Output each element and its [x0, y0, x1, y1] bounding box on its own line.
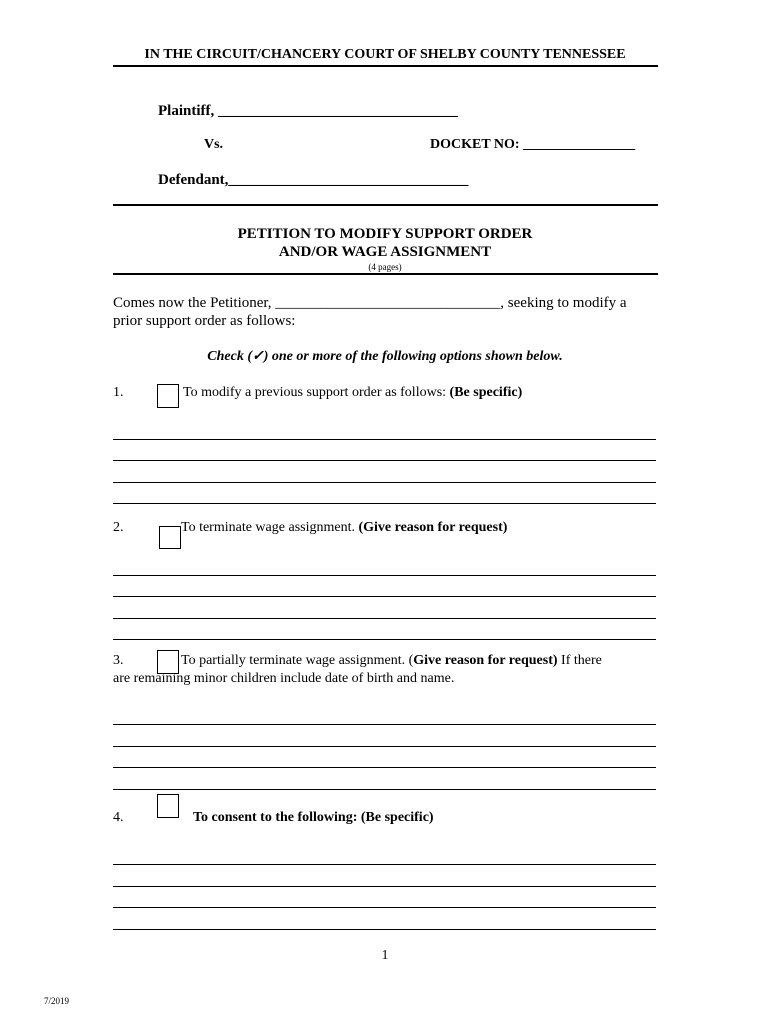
option-1-answer-line[interactable] [113, 439, 656, 440]
option-2-answer-line[interactable] [113, 618, 656, 619]
parties-rule [113, 204, 658, 206]
option-2-answer-line[interactable] [113, 596, 656, 597]
option-4-number: 4. [113, 810, 124, 825]
intro-line2: prior support order as follows: [113, 313, 296, 329]
option-1-label: To modify a previous support order as follows: [183, 385, 450, 400]
option-4-checkbox[interactable] [157, 794, 179, 818]
option-2-number: 2. [113, 520, 124, 535]
docket-number-field[interactable]: DOCKET NO: ________________ [430, 137, 636, 152]
option-3-number: 3. [113, 653, 124, 668]
option-3-answer-line[interactable] [113, 746, 656, 747]
option-3-text [181, 653, 602, 669]
option-2-answer-line[interactable] [113, 575, 656, 576]
pages-note: (4 pages) [368, 262, 402, 272]
option-1-answer-line[interactable] [113, 482, 656, 483]
option-1-emphasis: (Be specific) [449, 385, 523, 400]
option-3-answer-line[interactable] [113, 724, 656, 725]
vs-label: Vs. [204, 137, 224, 152]
option-3-answer-line[interactable] [113, 789, 656, 790]
option-2-checkbox[interactable] [159, 526, 181, 549]
petition-title-line1: PETITION TO MODIFY SUPPORT ORDER [237, 226, 533, 242]
option-1-answer-line[interactable] [113, 503, 656, 504]
page-number: 1 [381, 947, 389, 962]
plaintiff-field[interactable]: Plaintiff, ________________________________ [158, 103, 458, 119]
option-4-text: To consent to the following: (Be specific) [193, 810, 434, 825]
court-title: IN THE CIRCUIT/CHANCERY COURT OF SHELBY COUNTY TENNESSEE [144, 47, 626, 62]
option-4-answer-line[interactable] [113, 907, 656, 908]
intro-line1[interactable]: Comes now the Petitioner, ______________________________, seeking to modify a [113, 295, 627, 311]
option-2-label: To terminate wage assignment. [181, 520, 359, 535]
option-3-label-after: If there [557, 653, 602, 668]
option-3-emphasis: Give reason for request) [413, 653, 558, 668]
option-2-text [181, 520, 507, 536]
option-4-answer-line[interactable] [113, 886, 656, 887]
revision-date: 7/2019 [44, 996, 70, 1006]
option-4-answer-line[interactable] [113, 929, 656, 930]
option-4-answer-line[interactable] [113, 864, 656, 865]
option-3-text-line2: are remaining minor children include date of birth and name. [113, 671, 455, 686]
petition-title-line2: AND/OR WAGE ASSIGNMENT [278, 244, 492, 260]
option-3-answer-line[interactable] [113, 767, 656, 768]
header-rule [113, 65, 658, 67]
option-2-answer-line[interactable] [113, 639, 656, 640]
title-rule [113, 273, 658, 275]
option-1-answer-line[interactable] [113, 460, 656, 461]
check-instruction: Check (✓) one or more of the following options shown below. [207, 349, 563, 364]
option-1-checkbox[interactable] [157, 384, 179, 408]
option-1-text [183, 385, 522, 401]
option-2-emphasis: (Give reason for request) [358, 520, 508, 535]
defendant-field[interactable]: Defendant,________________________________ [158, 172, 469, 188]
option-3-label: To partially terminate wage assignment. ( [181, 653, 414, 668]
option-1-number: 1. [113, 385, 124, 400]
